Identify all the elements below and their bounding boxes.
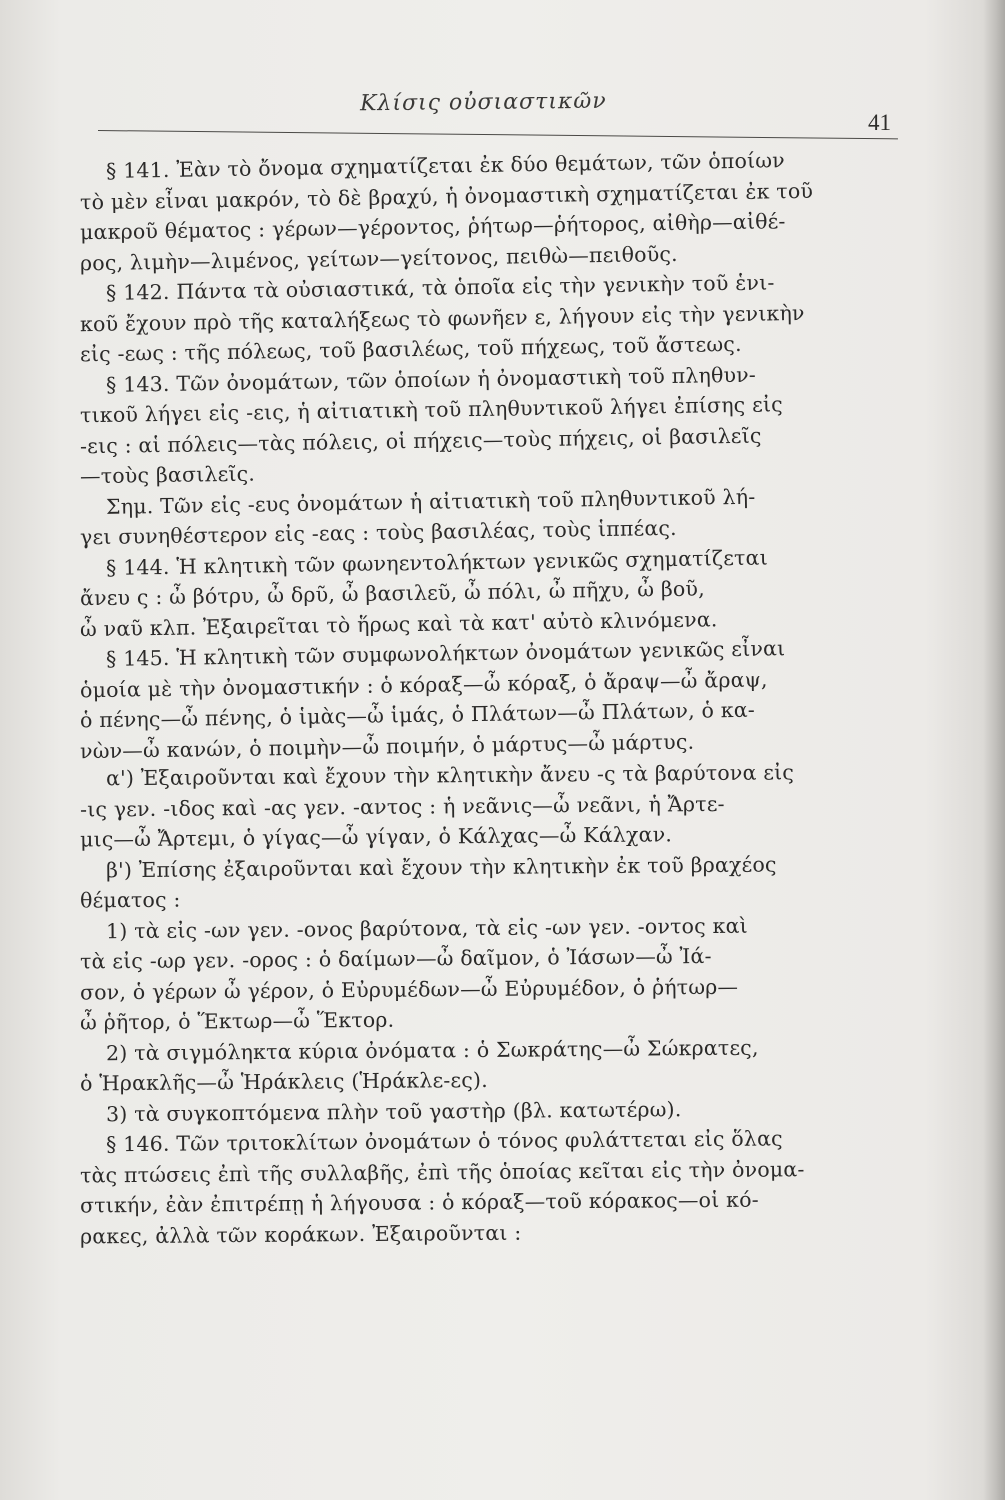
text-line: § 141. Ἐὰν τὸ ὄνομα σχηματίζεται ἐκ δύο θεμάτων, τῶν ὁποίων xyxy=(105,148,786,183)
text-line: ὦ ῥῆτορ, ὁ Ἕκτωρ—ὦ Ἕκτορ. xyxy=(79,1007,395,1035)
page-number: 41 xyxy=(868,110,891,135)
text-line: -ις γεν. -ιδος καὶ -ας γεν. -αντος : ἡ νεᾶνις—ὦ νεᾶνι, ἡ Ἄρτε- xyxy=(79,791,725,821)
text-line: μακροῦ θέματος : γέρων—γέροντος, ῥήτωρ—ῥήτορος, αἰθὴρ—αἰθέ- xyxy=(79,209,786,245)
running-head: Κλίσις οὐσιαστικῶν xyxy=(359,88,607,117)
text-line: ρος, λιμὴν—λιμένος, γείτων—γείτονος, πειθὼ—πειθοῦς. xyxy=(79,241,678,275)
text-line: εἰς -εως : τῆς πόλεως, τοῦ βασιλέως, τοῦ πήχεως, τοῦ ἄστεως. xyxy=(79,331,742,367)
text-line: § 144. Ἡ κλητικὴ τῶν φωνηεντολήκτων γενικῶς σχηματίζεται xyxy=(105,544,769,580)
text-line: § 146. Τῶν τριτοκλίτων ὀνομάτων ὁ τόνος φυλάττεται εἰς ὅλας xyxy=(105,1126,783,1157)
text-line: σον, ὁ γέρων ὦ γέρον, ὁ Εὐρυμέδων—ὦ Εὐρυμέδον, ὁ ῥήτωρ— xyxy=(79,974,739,1004)
text-line: Σημ. Τῶν εἰς -ευς ὀνομάτων ἡ αἰτιατικὴ τοῦ πληθυντικοῦ λή- xyxy=(105,484,756,519)
text-line: ὁ πένης—ὦ πένης, ὁ ἱμὰς—ὦ ἱμάς, ὁ Πλάτων—ὦ Πλάτων, ὁ κα- xyxy=(79,697,756,733)
text-line: β') Ἐπίσης ἐξαιροῦνται καὶ ἔχουν τὴν κλητικὴν ἐκ τοῦ βραχέος xyxy=(105,851,777,882)
text-line: 1) τὰ εἰς -ων γεν. -ονος βαρύτονα, τὰ εἰς -ων γεν. -οντος καὶ xyxy=(105,913,748,943)
text-line: α') Ἐξαιροῦνται καὶ ἔχουν τὴν κλητικὴν ἄνευ -ς τὰ βαρύτονα εἰς xyxy=(105,760,795,791)
text-line: τὸ μὲν εἶναι μακρόν, τὸ δὲ βραχύ, ἡ ὀνομαστικὴ σχηματίζεται ἐκ τοῦ xyxy=(79,178,814,214)
header-rule xyxy=(98,130,898,139)
text-line: § 145. Ἡ κλητικὴ τῶν συμφωνολήκτων ὀνομάτων γενικῶς εἶναι xyxy=(105,636,786,671)
body-text xyxy=(80,150,880,1390)
text-line: μις—ὦ Ἄρτεμι, ὁ γίγας—ὦ γίγαν, ὁ Κάλχας—ὦ Κάλχαν. xyxy=(79,822,673,852)
text-line: ρακες, ἀλλὰ τῶν κοράκων. Ἐξαιροῦνται : xyxy=(79,1220,522,1248)
text-line: κοῦ ἔχουν πρὸ τῆς καταλήξεως τὸ φωνῆεν ε, λήγουν εἰς τὴν γενικὴν xyxy=(79,300,805,336)
text-line: γει συνηθέστερον εἰς -εας : τοὺς βασιλέας, τοὺς ἱππέας. xyxy=(79,515,677,550)
page-edge-shadow xyxy=(983,0,1005,1500)
text-line: § 143. Τῶν ὀνομάτων, τῶν ὁποίων ἡ ὀνομαστικὴ τοῦ πληθυν- xyxy=(105,362,757,397)
text-line: ἄνευ ς : ὦ βότρυ, ὦ δρῦ, ὦ βασιλεῦ, ὦ πόλι, ὦ πῆχυ, ὦ βοῦ, xyxy=(79,576,706,611)
text-line: 2) τὰ σιγμόληκτα κύρια ὀνόματα : ὁ Σωκράτης—ὦ Σώκρατες, xyxy=(105,1035,759,1065)
text-line: 3) τὰ συγκοπτόμενα πλὴν τοῦ γαστὴρ (βλ. κατωτέρω). xyxy=(105,1096,682,1126)
text-line: ὁμοία μὲ τὴν ὀνομαστικήν : ὁ κόραξ—ὦ κόραξ, ὁ ἄραψ—ὦ ἄραψ, xyxy=(79,666,768,702)
text-line: —τοὺς βασιλεῖς. xyxy=(79,461,256,489)
text-line: τὰ εἰς -ωρ γεν. -ορος : ὁ δαίμων—ὦ δαῖμον, ὁ Ἰάσων—ὦ Ἰά- xyxy=(79,943,712,974)
text-line: -εις : αἱ πόλεις—τὰς πόλεις, οἱ πήχεις—τοὺς πήχεις, οἱ βασιλεῖς xyxy=(79,423,762,458)
text-line: τὰς πτώσεις ἐπὶ τῆς συλλαβῆς, ἐπὶ τῆς ὁποίας κεῖται εἰς τὴν ὀνομα- xyxy=(79,1156,805,1187)
text-line: § 142. Πάντα τὰ οὐσιαστικά, τὰ ὁποῖα εἰς τὴν γενικὴν τοῦ ἑνι- xyxy=(105,270,775,305)
text-line: ὦ ναῦ κλπ. Ἐξαιρεῖται τὸ ἥρως καὶ τὰ κατ' αὐτὸ κλινόμενα. xyxy=(79,606,718,641)
text-line: ὁ Ἡρακλῆς—ὦ Ἡράκλεις (Ἡράκλε-ες). xyxy=(79,1067,489,1096)
text-line: θέματος : xyxy=(79,887,181,913)
text-line: νὼν—ὦ κανών, ὁ ποιμὴν—ὦ ποιμήν, ὁ μάρτυς—ὦ μάρτυς. xyxy=(79,729,695,763)
text-line: τικοῦ λήγει εἰς -εις, ἡ αἰτιατικὴ τοῦ πληθυντικοῦ λήγει ἐπίσης εἰς xyxy=(79,392,784,428)
text-line: στικήν, ἐὰν ἐπιτρέπῃ ἡ λήγουσα : ὁ κόραξ—τοῦ κόρακος—οἱ κό- xyxy=(79,1187,759,1218)
